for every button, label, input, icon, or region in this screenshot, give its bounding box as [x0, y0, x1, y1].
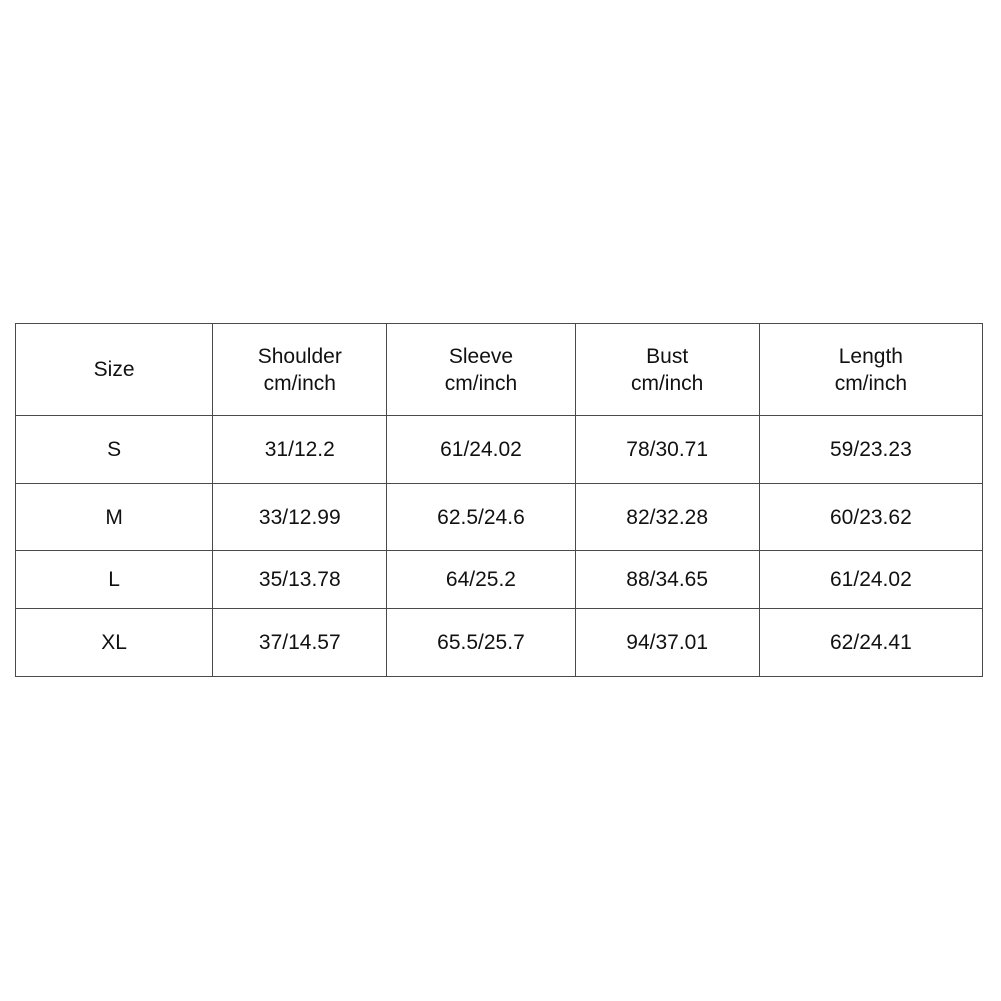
cell-size: L	[16, 550, 213, 608]
cell-shoulder: 35/13.78	[213, 550, 387, 608]
header-bust-unit: cm/inch	[630, 371, 704, 395]
header-size-label: Size	[93, 358, 135, 382]
header-shoulder-label: Shoulder	[257, 344, 342, 368]
cell-sleeve: 64/25.2	[387, 550, 575, 608]
cell-length: 61/24.02	[759, 550, 982, 608]
cell-bust: 78/30.71	[575, 416, 759, 484]
cell-shoulder: 33/12.99	[213, 484, 387, 550]
cell-size: XL	[16, 608, 213, 676]
table-row	[16, 608, 983, 676]
cell-sleeve: 65.5/25.7	[387, 608, 575, 676]
header-sleeve	[387, 324, 575, 416]
table-row	[16, 416, 983, 484]
table-row	[16, 550, 983, 608]
header-shoulder	[213, 324, 387, 416]
header-length-label: Length	[838, 344, 903, 368]
header-length	[759, 324, 982, 416]
header-length-unit: cm/inch	[834, 371, 908, 395]
header-sleeve-label: Sleeve	[448, 344, 514, 368]
cell-bust: 88/34.65	[575, 550, 759, 608]
header-sleeve-unit: cm/inch	[444, 371, 518, 395]
cell-bust: 94/37.01	[575, 608, 759, 676]
size-chart-table	[15, 323, 983, 677]
cell-length: 59/23.23	[759, 416, 982, 484]
cell-length: 62/24.41	[759, 608, 982, 676]
header-bust-label: Bust	[646, 344, 689, 368]
cell-size: M	[16, 484, 213, 550]
header-shoulder-unit: cm/inch	[263, 371, 336, 395]
table-row	[16, 484, 983, 550]
cell-bust: 82/32.28	[575, 484, 759, 550]
cell-length: 60/23.62	[759, 484, 982, 550]
cell-shoulder: 37/14.57	[213, 608, 387, 676]
header-row	[16, 324, 983, 416]
cell-sleeve: 61/24.02	[387, 416, 575, 484]
cell-sleeve: 62.5/24.6	[387, 484, 575, 550]
cell-shoulder: 31/12.2	[213, 416, 387, 484]
header-size	[16, 324, 213, 416]
cell-size: S	[16, 416, 213, 484]
header-bust	[575, 324, 759, 416]
